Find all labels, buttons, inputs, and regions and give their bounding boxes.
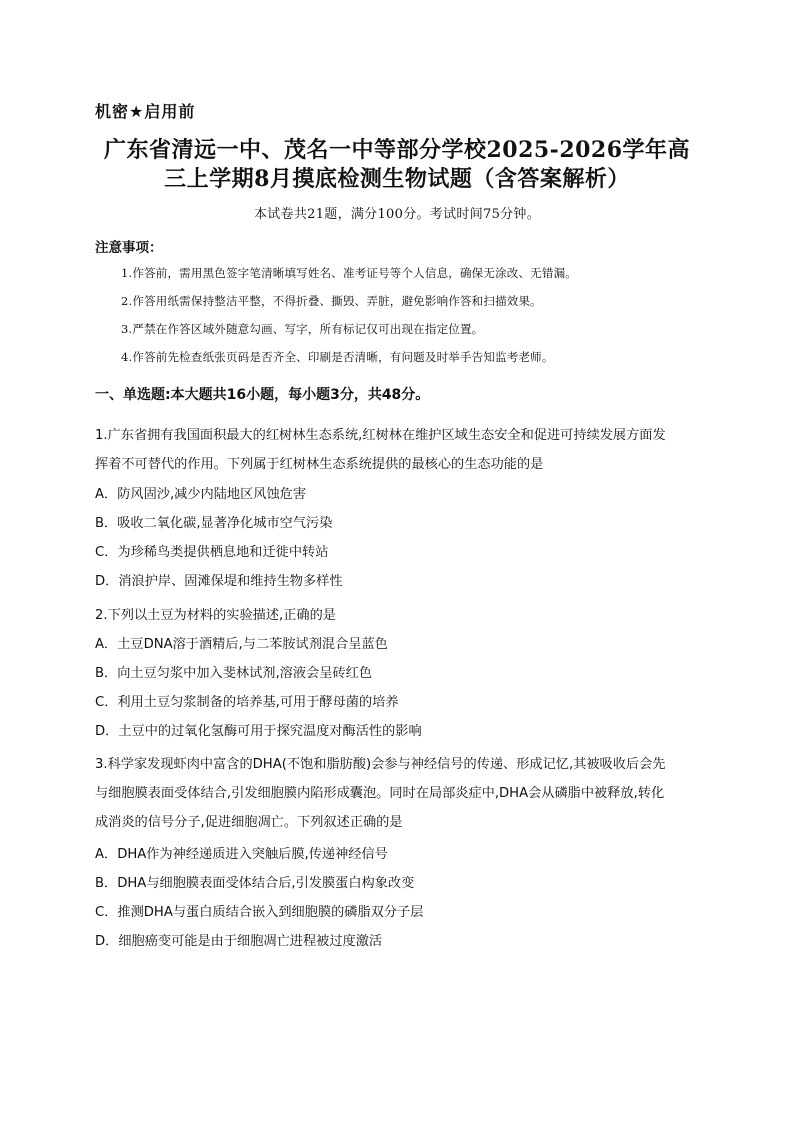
- exam-title-line-2: 三上学期8月摸底检测生物试题（含答案解析）: [164, 166, 630, 192]
- question-3-stem: 与细胞膜表面受体结合,引发细胞膜内陷形成囊泡。同时在局部炎症中,DHA会从磷脂中被释放,转化: [95, 786, 665, 801]
- question-1-stem: 1.广东省拥有我国面积最大的红树林生态系统,红树林在维护区域生态安全和促进可持续发展方面发: [95, 428, 666, 443]
- question-3-stem: 3.科学家发现虾肉中富含的DHA(不饱和脂肪酸)会参与神经信号的传递、形成记忆,其被吸收后会先: [95, 757, 666, 772]
- exam-info: 本试卷共21题，满分100分。考试时间75分钟。: [253, 207, 541, 222]
- question-2-option-d: D．土豆中的过氧化氢酶可用于探究温度对酶活性的影响: [95, 724, 422, 739]
- question-2-stem: 2.下列以土豆为材料的实验描述,正确的是: [95, 608, 336, 623]
- notice-item: 1.作答前，需用黑色签字笔清晰填写姓名、准考证号等个人信息，确保无涂改、无错漏。: [121, 266, 577, 280]
- question-2-option-b: B．向土豆匀浆中加入斐林试剂,溶液会呈砖红色: [95, 666, 372, 681]
- question-2-option-a: A．土豆DNA溶于酒精后,与二苯胺试剂混合呈蓝色: [95, 637, 388, 652]
- question-3-stem: 成消炎的信号分子,促进细胞凋亡。下列叙述正确的是: [95, 815, 403, 830]
- question-3-option-a: A．DHA作为神经递质进入突触后膜,传递神经信号: [95, 847, 388, 862]
- question-1-option-d: D．消浪护岸、固滩保堤和维持生物多样性: [95, 574, 343, 589]
- exam-title-line-1: 广东省清远一中、茂名一中等部分学校2025-2026学年高: [103, 137, 691, 163]
- question-1-option-b: B．吸收二氧化碳,显著净化城市空气污染: [95, 516, 333, 531]
- question-3-option-c: C．推测DHA与蛋白质结合嵌入到细胞膜的磷脂双分子层: [95, 905, 424, 920]
- notice-heading: 注意事项：: [95, 240, 163, 256]
- notice-item: 4.作答前先检查纸张页码是否齐全、印刷是否清晰，有问题及时举手告知监考老师。: [121, 350, 554, 364]
- question-1-option-a: A．防风固沙,减少内陆地区风蚀危害: [95, 487, 307, 502]
- question-1-option-c: C．为珍稀鸟类提供栖息地和迁徙中转站: [95, 545, 329, 560]
- notice-item: 2.作答用纸需保持整洁平整，不得折叠、撕毁、弄脏，避免影响作答和扫描效果。: [121, 294, 542, 308]
- notice-item: 3.严禁在作答区域外随意勾画、写字，所有标记仅可出现在指定位置。: [121, 322, 484, 336]
- question-1-stem: 挥着不可替代的作用。下列属于红树林生态系统提供的最核心的生态功能的是: [95, 457, 544, 472]
- question-3-option-d: D．细胞癌变可能是由于细胞凋亡进程被过度激活: [95, 934, 383, 949]
- confidential-label: 机密★启用前: [95, 102, 196, 121]
- question-3-option-b: B．DHA与细胞膜表面受体结合后,引发膜蛋白构象改变: [95, 876, 415, 891]
- question-2-option-c: C．利用土豆匀浆制备的培养基,可用于酵母菌的培养: [95, 695, 399, 710]
- section-heading: 一、单选题:本大题共16小题，每小题3分，共48分。: [95, 387, 430, 403]
